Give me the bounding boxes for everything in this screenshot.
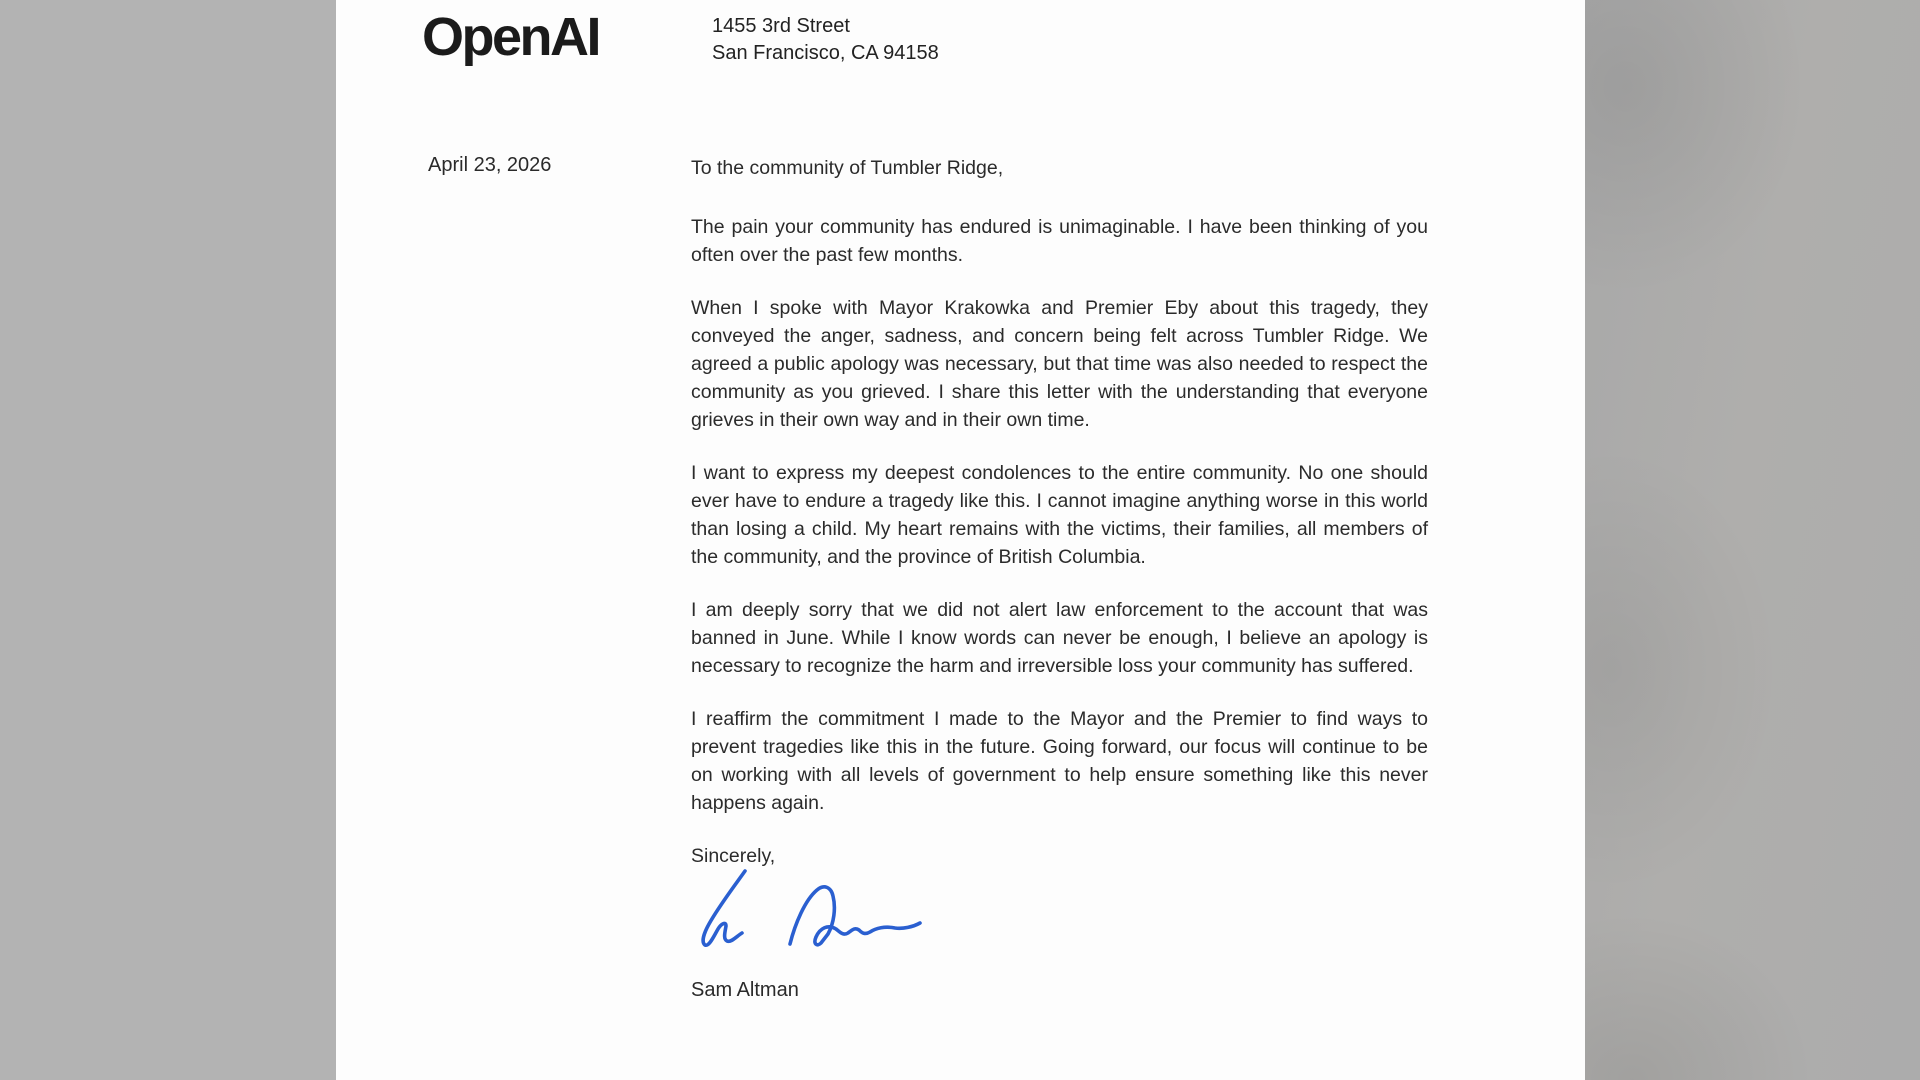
sam-altman-signature-icon: [693, 866, 925, 958]
letter-paragraph: I want to express my deepest condolences to the entire community. No one should ever have to endure a tragedy like this. I cannot imagine anything worse in this world than losing a child. My heart remains with the victims, their families, all members of the community, and the province of British Columbia.: [691, 462, 1428, 568]
sender-address: [712, 13, 939, 67]
backdrop-right: [1585, 0, 1920, 1080]
letter-paragraph: The pain your community has endured is unimaginable. I have been thinking of you often over the past few months.: [691, 216, 1428, 266]
letter-page: [336, 0, 1585, 1080]
letter-body: [691, 154, 1428, 1004]
address-line-2: San Francisco, CA 94158: [712, 42, 939, 64]
backdrop-left: [0, 0, 336, 1080]
salutation: To the community of Tumbler Ridge,: [691, 157, 1004, 179]
signature-stroke-2: [790, 887, 920, 945]
letter-date: April 23, 2026: [428, 154, 552, 176]
closing: Sincerely,: [691, 845, 776, 867]
letter-paragraph: I reaffirm the commitment I made to the Mayor and the Premier to find ways to prevent tragedies like this in the future. Going forward, our focus will continue to be on working with all levels of government to help ensure something like this never happens again.: [691, 708, 1428, 814]
openai-logo: OpenAI: [422, 7, 600, 67]
letter-paragraph: When I spoke with Mayor Krakowka and Premier Eby about this tragedy, they conveyed the anger, sadness, and concern being felt across Tumbler Ridge. We agreed a public apology was necessary, but that time was also needed to respect the community as you grieved. I share this letter with the understanding that everyone grieves in their own way and in their own time.: [691, 297, 1428, 431]
signer-name: Sam Altman: [691, 979, 799, 1001]
letter-paragraph: I am deeply sorry that we did not alert law enforcement to the account that was banned in June. While I know words can never be enough, I believe an apology is necessary to recognize the harm and irreversible loss your community has suffered.: [691, 599, 1428, 677]
address-line-1: 1455 3rd Street: [712, 15, 850, 37]
signature-stroke-1: [703, 871, 745, 945]
